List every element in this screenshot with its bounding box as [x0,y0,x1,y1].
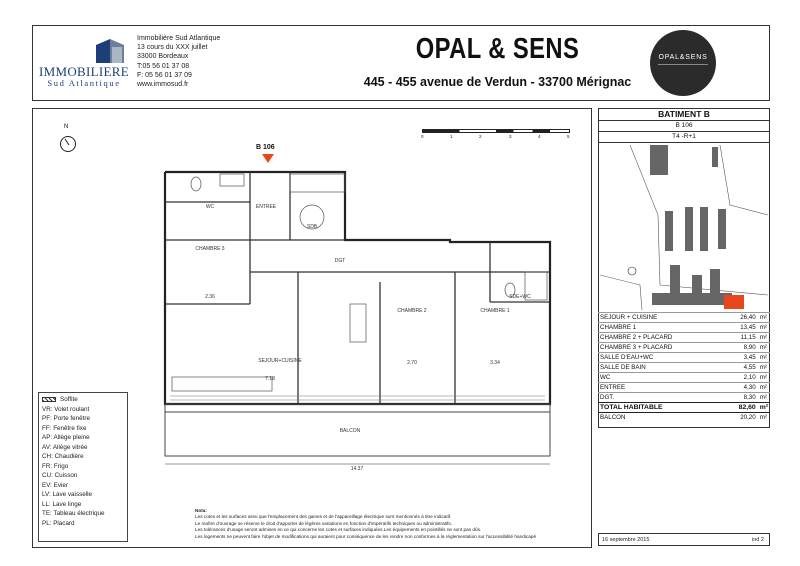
building-logo-icon [92,37,128,65]
scale-tick: 0 [421,134,424,139]
legend-item: TE: Tableau électrique [42,510,105,517]
immobiliere-logo [36,37,132,87]
note-line: Les tolérances d'usage seront admises en ce qui concerne les cotes et surfaces indiquées.Les équipements en pointillés ne sont pas dûs. [195,527,482,533]
legend-item: LL: Lave linge [42,500,82,508]
plan-revision-index: ind 2 [752,537,764,543]
surface-row: WC 2,10 m² [598,373,770,383]
legend-item: FF: Fenêtre fixe [42,424,87,432]
room-label-balcon: BALCON [339,428,361,434]
note-line: Les logements ne peuvent faire l'objet de modifications qui auraient pour conséquence de les rendre non conformes à la réglementation sur l'accessibilité handicapé [195,533,537,539]
project-address: 445 - 455 avenue de Verdun - 33700 Mérignac [363,75,632,89]
logo-text-line1: IMMOBILIERE [39,64,129,79]
legend-item: EV: Evier [42,481,69,489]
company-info [137,34,220,89]
scale-tick: 3 [509,134,512,139]
scale-tick: 4 [538,134,541,139]
compass-needle-icon [61,137,77,153]
company-web: www.immosud.fr [137,81,189,89]
surface-row: CHAMBRE 1 13,45 m² [598,323,770,333]
room-label-chambre3: CHAMBRE 3 [195,246,225,252]
surface-total-row: TOTAL HABITABLE 82,60 m² [600,404,768,411]
site-plan-map [600,145,768,310]
dimension-label: 7.18 [265,376,275,382]
hatch-swatch-icon [42,397,56,402]
room-label-chambre1: CHAMBRE 1 [480,308,510,314]
company-city: 33000 Bordeaux [137,53,189,61]
disclaimer-notes [195,508,590,540]
surface-row: CHAMBRE 2 + PLACARD 11,15 m² [598,333,770,343]
legend-item: CH: Chaudière [42,453,84,460]
scale-bar-graphic [422,129,570,133]
scale-tick: 2 [479,134,482,139]
project-title: OPAL & SENS [415,33,580,65]
dimension-label-total: 14.37 [350,466,364,472]
room-label-sde-wc: SDE+WC [509,294,531,300]
scale-tick: 5 [567,134,570,139]
north-compass [58,124,78,160]
legend-box [38,392,128,542]
compass-icon [60,136,76,152]
logo-text-line2: Sud Atlantique [47,78,121,88]
apartment-type: T4 -R+1 [598,132,770,143]
scale-bar [422,126,570,140]
opal-sens-logo [650,30,716,96]
site-compass-icon [628,267,636,275]
legend-item: LV: Lave vaisselle [42,491,93,498]
dimension-label: 3.34 [490,360,500,366]
surface-row: CHAMBRE 3 + PLACARD 8,90 m² [598,343,770,353]
lot-number: B 106 [598,121,770,132]
legend-item-soffite: Soffite [42,395,124,405]
room-label-chambre2: CHAMBRE 2 [397,308,427,314]
surface-row: DGT. 8,30 m² [598,393,770,403]
highlighted-lot-marker [724,295,744,309]
room-label-entree: ENTREE [255,204,277,210]
legend-item: AP: Allège pleine [42,434,90,441]
floor-plan-drawing [150,142,560,472]
legend-item: AV: Allège vitrée [42,443,88,451]
legend-item: PF: Porte fenêtre [42,415,90,422]
surface-table [598,312,770,423]
legend-item: VR: Volet roulant [42,405,90,413]
room-label-sdb: SDB [306,224,318,230]
surface-row: SALLE D'EAU+WC 3,45 m² [598,353,770,363]
lot-label: B 106 [256,144,275,151]
room-label-wc: WC [205,204,215,210]
company-name: Immobilière Sud Atlantique [137,35,221,42]
surface-row: SEJOUR + CUISINE 26,40 m² [598,313,770,323]
room-label-sejour: SEJOUR+CUISINE [258,358,302,364]
company-fax: F: 05 56 01 37 09 [137,71,192,79]
dimension-label: 2.36 [205,294,215,300]
legend-item: FR: Frigo [42,462,69,470]
surface-balcony-row: BALCON 20,20 m² [598,413,770,423]
dimension-label: 2.70 [407,360,417,366]
surface-row: ENTREE 4,30 m² [598,383,770,393]
note-line: Le maître d'ouvrage se réserve le droit d'apporter de légères variations en fonction d'impératifs techniques ou administratifs. [195,520,452,526]
scale-tick: 1 [450,134,453,139]
building-title: BATIMENT B [598,108,770,121]
notes-title: Nota: [195,508,207,513]
surface-row: SALLE DE BAIN 4,55 m² [598,363,770,373]
legend-item: PL: Placard [42,519,75,527]
note-line: Les cotes et les surfaces ainsi que l'emplacement des gaines et de l'appareillage électrique sont mentionnés à titre indicatif. [195,514,452,520]
brand-logo-divider [658,64,708,65]
brand-logo-text: OPAL&SENS [658,54,708,61]
company-tel: T:05 56 01 37 08 [137,62,190,70]
room-label-dgt: DGT [334,258,346,264]
plan-date: 16 septembre 2015 [602,537,650,543]
legend-item: CU: Cuisson [42,472,78,479]
company-address: 13 cours du XXX juillet [137,44,208,52]
compass-north-label: N [64,124,69,130]
